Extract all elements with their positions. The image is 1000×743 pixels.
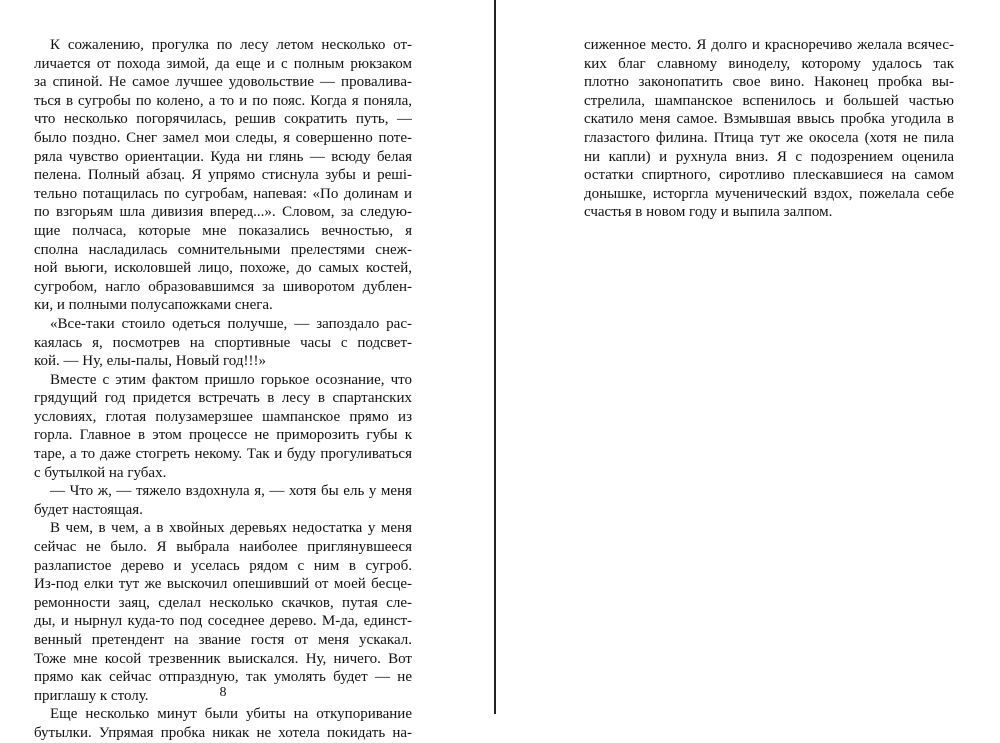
left-page [0,0,494,741]
text-line: — Что ж, — тяжело вздохнула я, — хотя бы ель у меня [50,483,412,500]
text-line: плотно законопатить свое вино. Наконец пробка вы- [584,74,954,91]
right-text-column [584,36,954,222]
text-line: счастья в новом году и выпила залпом. [584,204,833,221]
text-line: с бутылкой на губах. [34,464,167,481]
text-line: Еще несколько минут были убиты на откупоривание [50,706,412,723]
text-line: сполна насладилась сомнительными прелестями снеж- [34,241,412,258]
text-line: глазастого филина. Птица тут же окосела (хотя не пила [584,129,954,146]
text-line: щие полчаса, которые мне показались вечностью, я [34,222,412,239]
text-line: скатило меня самое. Взмывшая ввысь пробка угодила в [584,111,954,128]
text-line: грядущий год придется встречать в лесу в спартанских [34,390,412,407]
text-line: ной вьюги, исколовшей лицо, похоже, до самых костей, [34,260,412,277]
text-line: по взгорьям шла дивизия вперед...». Словом, за следую- [34,204,412,221]
text-line: таре, а то даже стогреть некому. Так и буду прогуливаться [34,446,412,463]
text-line: разлапистое дерево и уселась рядом с ним в сугроб. [34,557,412,574]
text-line: ться в сугробы по колено, а то и по пояс. Когда я поняла, [34,92,412,109]
text-line: Вместе с этим фактом пришло горькое осознание, что [50,371,412,388]
text-line: что несколько погорячилась, решив сократить путь, — [34,111,412,128]
text-line: К сожалению, прогулка по лесу летом несколько от- [50,37,412,53]
text-line: тельно потащилась по сугробам, напевая: «По долинам и [34,185,412,202]
text-line: стрелила, шампанское вспенилось и большей частью [584,92,954,109]
text-line: будет настоящая. [34,501,143,518]
text-line: бутылки. Упрямая пробка никак не хотела покидать на- [34,724,412,741]
text-line: ремонности заяц, сделал несколько скачков, путая сле- [34,594,412,611]
text-line: горла. Главное в этом процессе не приморозить губы к [34,427,412,444]
text-line: сиженное место. Я долго и красноречиво желала всячес- [584,37,954,53]
text-line: каялась я, посмотрев на спортивные часы с подсвет- [34,334,412,351]
text-line: В чем, в чем, а в хвойных деревьях недостатка у меня [50,520,412,537]
text-line: было поздно. Снег замел мои следы, я совершенно поте- [34,129,412,146]
text-line: «Все-таки стоило одеться получше, — запоздало рас- [50,315,412,332]
text-line: ки, и полными полусапожками снега. [34,297,273,314]
text-line: остатки спиртного, сиротливо плескавшиеся на самом [584,167,954,184]
text-line: за спиной. Не самое лучшее удовольствие — проваливa- [34,74,412,91]
text-line: пелена. Полный абзац. Я упрямо стиснула зубы и решi- [34,167,412,184]
text-line: приглашу к столу. [34,687,149,704]
text-line: условиях, глотая полузамерзшее шампанское прямо из [34,408,412,425]
text-line: личается от похода зимой, да еще и с полным рюкзаком [34,55,412,72]
text-line: Тоже мне косой трезвенник выискался. Ну, ничего. Вот [34,650,412,667]
text-line: ни капли) и рухнула вниз. Я с подозрением оценила [584,148,954,165]
text-line: кой. — Ну, елы-палы, Новый год!!!» [34,353,266,370]
left-text-column [34,36,412,743]
text-line: сейчас не было. Я выбрала наиболее приглянувшееся [34,539,412,556]
text-line: сугробом, нагло образовавшимся за шиворотом дублен- [34,278,412,295]
text-line: венный претендент на звание гостя от меня ускакал. [34,632,412,648]
page-number: 8 [219,685,227,700]
text-line: Из-под елки тут же выскочил опешивший от моей бесце- [34,576,412,593]
text-line: ких благ славному виноделу, которому удалось так [584,55,954,72]
text-line: ды, и нырнул куда-то под соседнее дерево. М-да, единст- [34,613,412,630]
text-line: прямо как сейчас отпраздную, так умолять будет — не [34,669,412,686]
text-line: ряла чувство ориентации. Куда ни глянь — всюду белая [34,148,412,165]
text-line: донышке, исторгла мученический вздох, пожелала себе [584,185,954,202]
right-page [496,0,1000,714]
